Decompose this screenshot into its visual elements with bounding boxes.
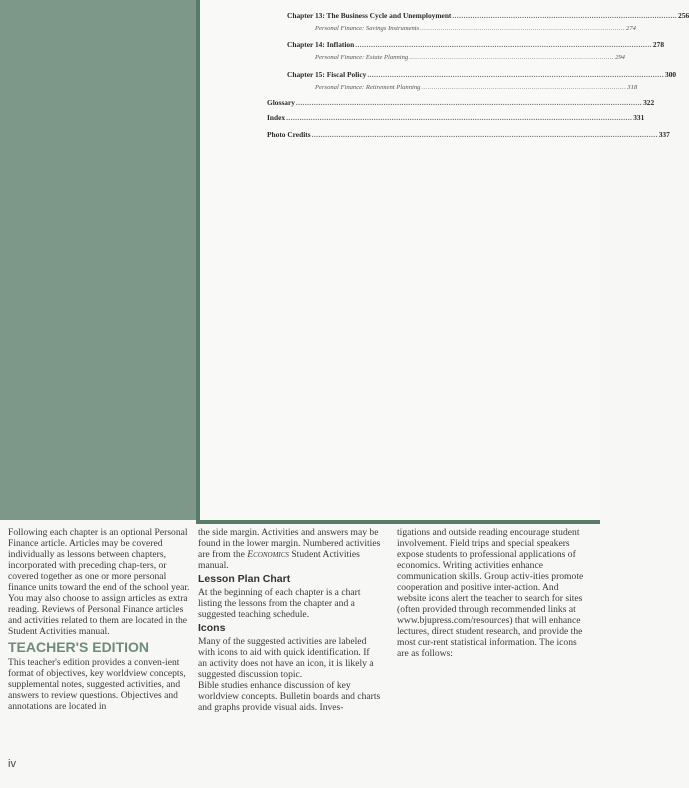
text-column-1	[8, 527, 191, 712]
icons-heading: Icons	[198, 622, 226, 634]
toc-entry-glossary[interactable]: Glossary .......................................................................................................................................................... 322	[267, 98, 655, 107]
toc-entry-chapter-13[interactable]: Chapter 13: The Business Cycle and Unemployment .................................................................................................... 256	[287, 11, 689, 20]
activities-paragraph: tigations and outside reading encourage student involvement. Field trips and special speakers expose students to professional applications of economics. Writing activities enhance communication skills. Group activ-ities promote cooperation and positive inter-action. And website icons alert the teacher to search for sites (often provided through recommended links at www.bjupress.com/resources) that will enhance lectures, direct student research, and provide the most cur-rent statistical information. The icons are as follows:	[397, 527, 584, 659]
margin-paragraph: the side margin. Activities and answers may be found in the lower margin. Numbered activities are from the Economics Student Activities manual.	[198, 527, 381, 571]
teachers-edition-paragraph: This teacher's edition provides a conven-ient format of objectives, key worldview concepts, supplemental notes, suggested activities, and answers to review questions. Objectives and annotations are located in	[8, 657, 186, 712]
lesson-plan-paragraph: At the beginning of each chapter is a chart listing the lessons from the chapter and a suggested teaching schedule.	[198, 587, 361, 620]
toc-entry-savings-instruments[interactable]: Personal Finance: Savings Instruments .................................................................................................... 274	[315, 25, 636, 32]
toc-entry-retirement-planning[interactable]: Personal Finance: Retirement Planning .................................................................................................... 318	[315, 84, 638, 91]
toc-entry-chapter-14[interactable]: Chapter 14: Inflation .................................................................................................................................... 278	[287, 40, 665, 49]
toc-entry-chapter-15[interactable]: Chapter 15: Fiscal Policy .................................................................................................................................... 300	[287, 70, 677, 79]
table-of-contents	[196, 0, 689, 524]
page-number: iv	[8, 758, 16, 770]
toc-entry-photo-credits[interactable]: Photo Credits .......................................................................................................................................................... 337	[267, 130, 670, 139]
teachers-edition-heading: TEACHER'S EDITION	[8, 639, 150, 655]
icons-paragraph: Many of the suggested activities are labeled with icons to aid with quick identification. If an activity does not have an icon, it is likely a suggested discussion topic.	[198, 636, 374, 680]
decorative-green-band	[0, 0, 196, 520]
toc-entry-index[interactable]: Index .......................................................................................................................................................... 331	[267, 113, 645, 122]
personal-finance-paragraph: Following each chapter is an optional Personal Finance article. Articles may be covered individually as lessons between chapters, incorporated with preceding chap-ters, or covered together as one or more personal finance units toward the end of the school year. You may also choose to assign articles as extra reading. Reviews of Personal Finance articles and activities related to them are located in the Student Activities manual.	[8, 527, 190, 637]
toc-entry-estate-planning[interactable]: Personal Finance: Estate Planning .................................................................................................... 294	[315, 54, 625, 61]
text-column-2	[198, 527, 381, 713]
text-column-3	[397, 527, 589, 659]
lesson-plan-chart-heading: Lesson Plan Chart	[198, 573, 291, 585]
bible-studies-paragraph: Bible studies enhance discussion of key worldview concepts. Bulletin boards and charts and graphs provide visual aids. Inves-	[198, 680, 381, 713]
